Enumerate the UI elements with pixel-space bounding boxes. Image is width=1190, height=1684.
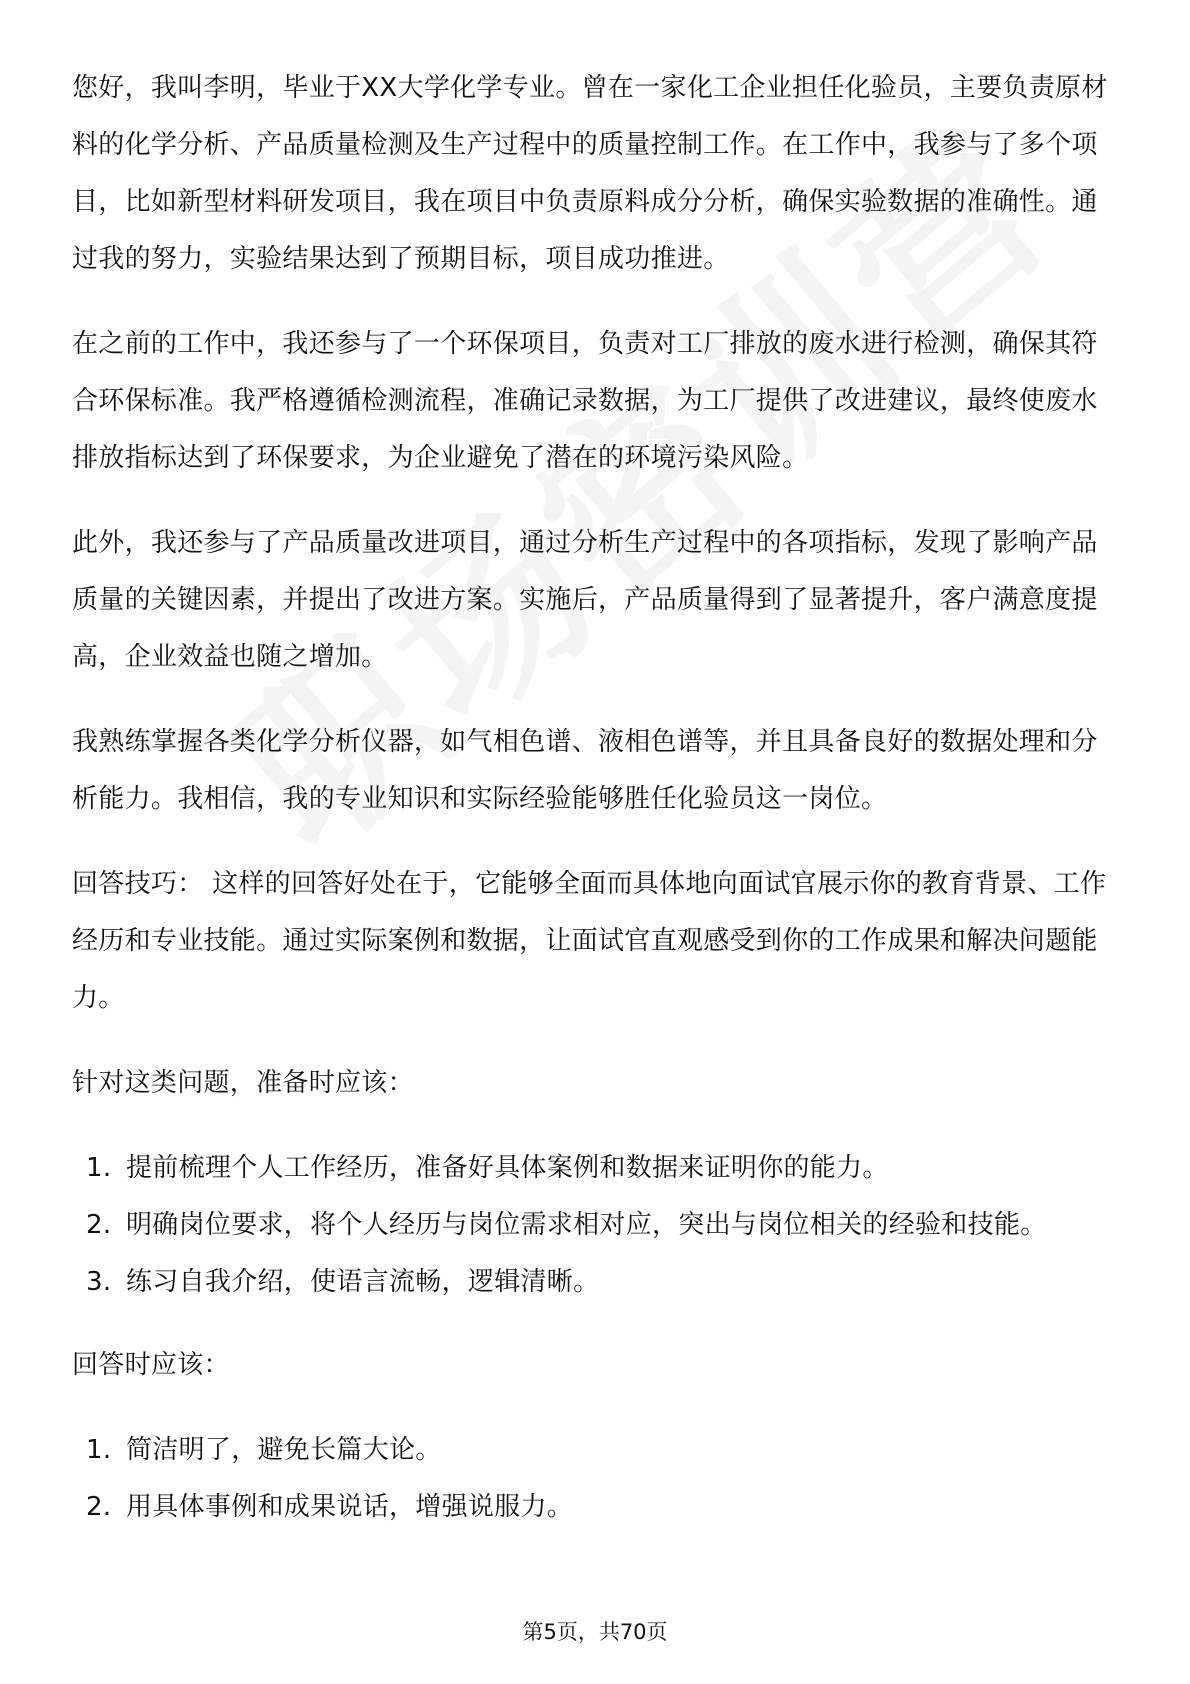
prepare-list xyxy=(72,1140,1122,1311)
list-number: 3. xyxy=(86,1267,112,1297)
list-number: 1. xyxy=(86,1435,112,1465)
list-item-text: 提前梳理个人工作经历，准备好具体案例和数据来证明你的能力。 xyxy=(126,1153,889,1183)
paragraph-skills: 我熟练掌握各类化学分析仪器，如气相色谱、液相色谱等，并且具备良好的数据处理和分析能力。我相信，我的专业知识和实际经验能够胜任化验员这一岗位。 xyxy=(72,727,1098,814)
list-item-text: 简洁明了，避免长篇大论。 xyxy=(126,1435,442,1465)
answer-list xyxy=(72,1422,1122,1536)
list-item xyxy=(72,1254,1122,1311)
prepare-heading: 针对这类问题，准备时应该： xyxy=(72,1068,414,1098)
paragraph-quality-project: 此外，我还参与了产品质量改进项目，通过分析生产过程中的各项指标，发现了影响产品质量的关键因素，并提出了改进方案。实施后，产品质量得到了显著提升，客户满意度提高，企业效益也随之增加。 xyxy=(72,528,1098,672)
page-number: 第5页，共70页 xyxy=(522,1620,668,1644)
paragraph-answer-tips: 回答技巧： 这样的回答好处在于，它能够全面而具体地向面试官展示你的教育背景、工作经历和专业技能。通过实际案例和数据，让面试官直观感受到你的工作成果和解决问题能力。 xyxy=(72,869,1107,1013)
list-item xyxy=(72,1422,1122,1479)
list-item-text: 明确岗位要求，将个人经历与岗位需求相对应，突出与岗位相关的经验和技能。 xyxy=(126,1210,1047,1240)
list-item xyxy=(72,1140,1122,1197)
list-number: 1. xyxy=(86,1153,112,1183)
list-number: 2. xyxy=(86,1210,112,1240)
paragraph-environmental-project: 在之前的工作中，我还参与了一个环保项目，负责对工厂排放的废水进行检测，确保其符合环保标准。我严格遵循检测流程，准确记录数据，为工厂提供了改进建议，最终使废水排放指标达到了环保要求，为企业避免了潜在的环境污染风险。 xyxy=(72,329,1098,473)
list-item xyxy=(72,1479,1122,1536)
answer-heading: 回答时应该： xyxy=(72,1350,230,1380)
paragraph-self-intro: 您好，我叫李明，毕业于XX大学化学专业。曾在一家化工企业担任化验员，主要负责原材料的化学分析、产品质量检测及生产过程中的质量控制工作。在工作中，我参与了多个项目，比如新型材料研发项目，我在项目中负责原料成分分析，确保实验数据的准确性。通过我的努力，实验结果达到了预期目标，项目成功推进。 xyxy=(72,73,1108,274)
document-body xyxy=(72,60,1122,1562)
list-number: 2. xyxy=(86,1492,112,1522)
list-item-text: 用具体事例和成果说话，增强说服力。 xyxy=(126,1492,574,1522)
list-item-text: 练习自我介绍，使语言流畅，逻辑清晰。 xyxy=(126,1267,600,1297)
list-item xyxy=(72,1197,1122,1254)
